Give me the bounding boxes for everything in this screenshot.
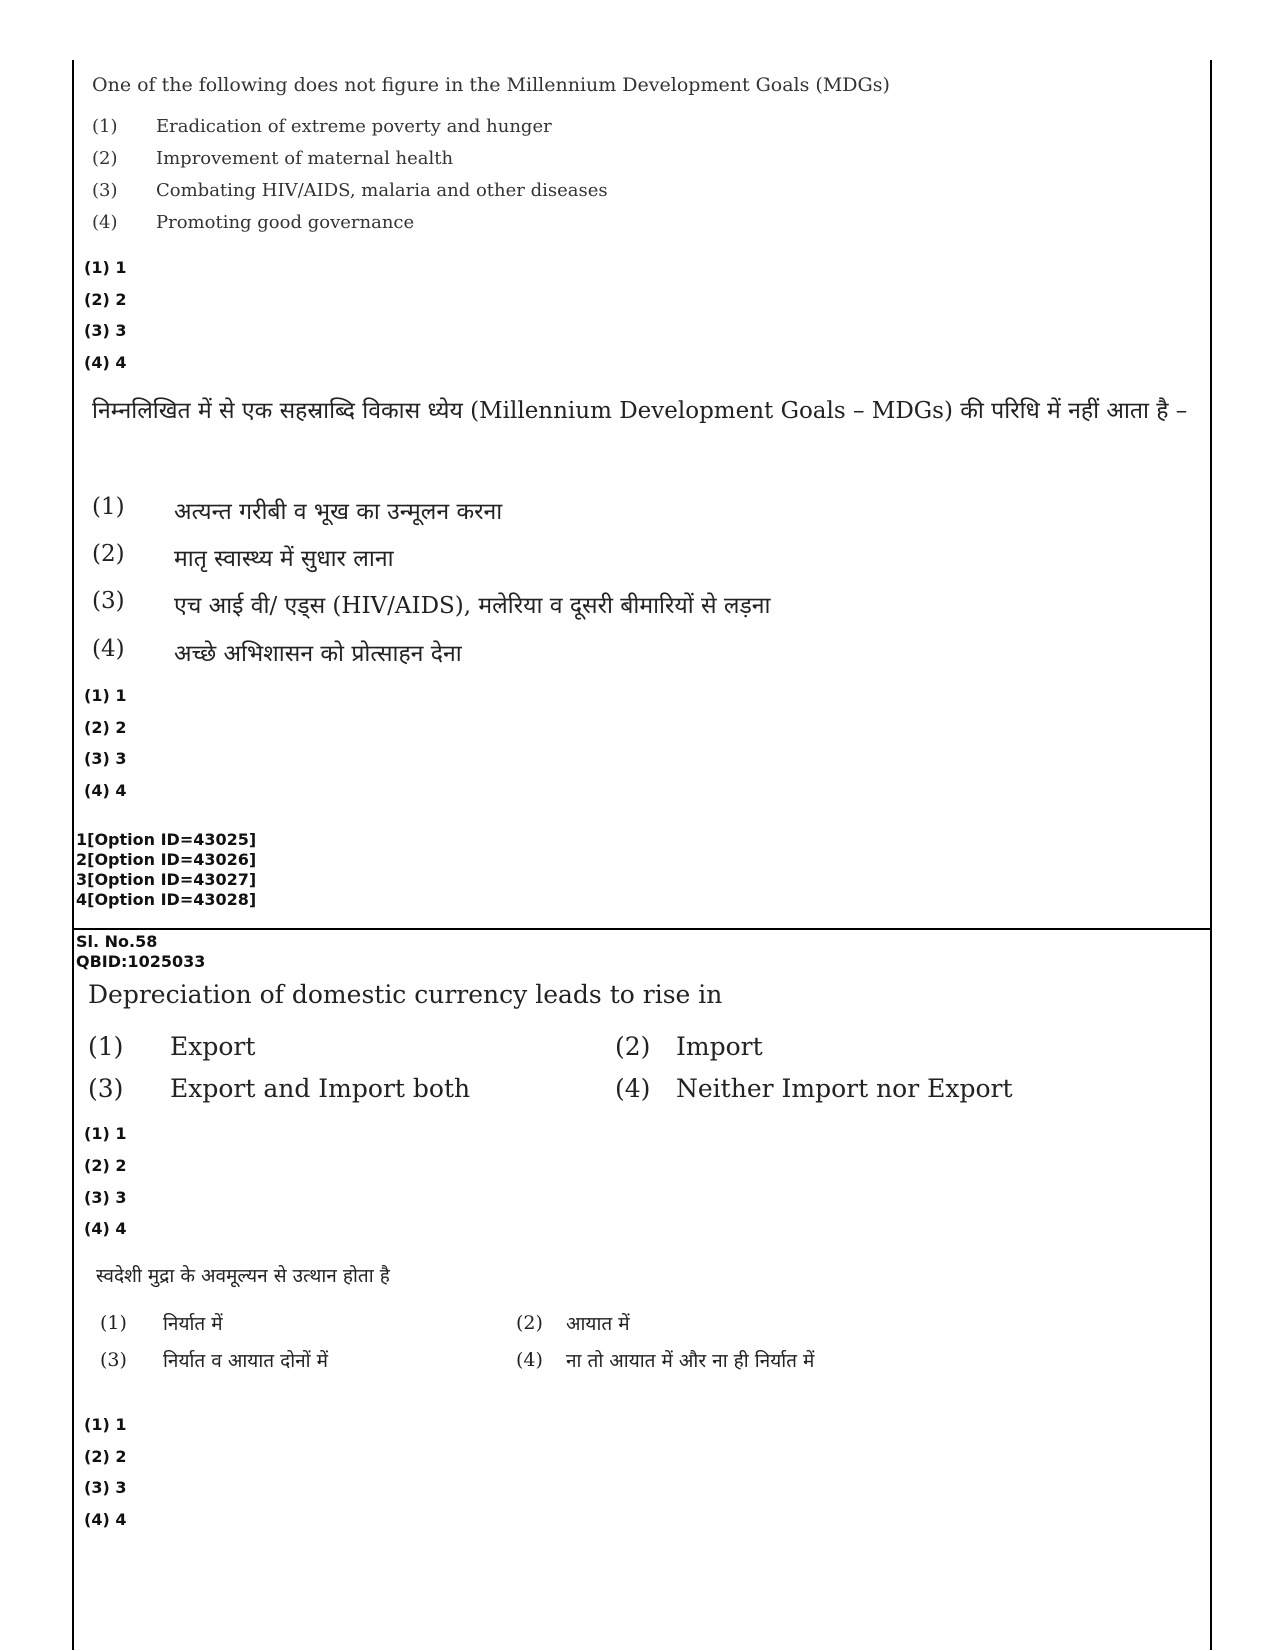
q58-hi-option-text: ना तो आयात में और ना ही निर्यात में [566,1350,815,1372]
q57-hi-option-num: (2) [92,541,125,567]
q58-answer-choice[interactable]: (2) 2 [84,1447,127,1466]
q58-answer-choice[interactable]: (1) 1 [84,1415,127,1434]
q57-answer-choice[interactable]: (1) 1 [84,686,127,705]
q57-answer-choice[interactable]: (1) 1 [84,258,127,277]
q58-hindi-question: स्वदेशी मुद्रा के अवमूल्यन से उत्थान होता है [96,1265,390,1287]
q57-hi-option-num: (3) [92,588,125,614]
q57-answer-choice[interactable]: (3) 3 [84,321,127,340]
q57-en-option-text: Eradication of extreme poverty and hunger [156,116,552,137]
q58-answer-choice[interactable]: (4) 4 [84,1510,127,1529]
q58-en-option-num: (4) [615,1074,651,1103]
q58-hi-option-num: (4) [516,1349,543,1371]
q57-answer-choice[interactable]: (4) 4 [84,353,127,372]
q58-hi-option-num: (3) [100,1349,127,1371]
q57-en-option-num: (3) [92,180,118,201]
q57-en-option-num: (4) [92,212,118,233]
q57-answer-choice[interactable]: (2) 2 [84,718,127,737]
q58-en-option-text: Import [676,1032,763,1061]
q58-answer-choice[interactable]: (3) 3 [84,1188,127,1207]
q58-en-option-num: (2) [615,1032,651,1061]
q57-en-option-text: Combating HIV/AIDS, malaria and other diseases [156,180,608,201]
q57-answer-choice[interactable]: (4) 4 [84,781,127,800]
q57-en-option-text: Improvement of maternal health [156,148,454,169]
q58-answer-choice[interactable]: (2) 2 [84,1156,127,1175]
q57-hi-option-num: (1) [92,494,125,520]
q58-answer-choice[interactable]: (4) 4 [84,1219,127,1238]
q58-answer-choice[interactable]: (1) 1 [84,1124,127,1143]
option-id: 4[Option ID=43028] [76,890,257,909]
q57-hi-option-text: अच्छे अभिशासन को प्रोत्साहन देना [174,641,462,667]
option-id: 1[Option ID=43025] [76,830,257,849]
q57-hi-option-text: एच आई वी/ एड्स (HIV/AIDS), मलेरिया व दूसरी बीमारियों से लड़ना [174,593,771,619]
q57-en-option-text: Promoting good governance [156,212,415,233]
question-divider [72,928,1212,930]
q58-en-option-num: (3) [88,1074,124,1103]
q58-en-option-text: Neither Import nor Export [676,1074,1013,1103]
q58-hi-option-text: निर्यात में [163,1313,223,1335]
q58-hi-option-num: (2) [516,1312,543,1334]
q58-en-option-num: (1) [88,1032,124,1061]
serial-number: Sl. No.58 [76,932,158,951]
q57-en-option-num: (1) [92,116,118,137]
q57-en-option-num: (2) [92,148,118,169]
q57-hi-option-text: मातृ स्वास्थ्य में सुधार लाना [174,546,394,572]
q58-hi-option-text: आयात में [566,1313,630,1335]
q57-hi-option-num: (4) [92,636,125,662]
q57-answer-choice[interactable]: (3) 3 [84,749,127,768]
qbid: QBID:1025033 [76,952,206,971]
q58-answer-choice[interactable]: (3) 3 [84,1478,127,1497]
option-id: 2[Option ID=43026] [76,850,257,869]
q57-answer-choice[interactable]: (2) 2 [84,290,127,309]
q58-english-question: Depreciation of domestic currency leads to rise in [88,980,723,1009]
q58-hi-option-num: (1) [100,1312,127,1334]
q57-hi-option-text: अत्यन्त गरीबी व भूख का उन्मूलन करना [174,499,503,525]
q58-en-option-text: Export [170,1032,256,1061]
q58-hi-option-text: निर्यात व आयात दोनों में [163,1350,328,1372]
option-id: 3[Option ID=43027] [76,870,257,889]
q58-en-option-text: Export and Import both [170,1074,471,1103]
q57-english-question: One of the following does not figure in the Millennium Development Goals (MDGs) [92,74,890,96]
q57-hindi-question: निम्नलिखित में से एक सहस्राब्दि विकास ध्येय (Millennium Development Goals – MDGs) की परिधि में नहीं आता है – [92,398,1188,424]
